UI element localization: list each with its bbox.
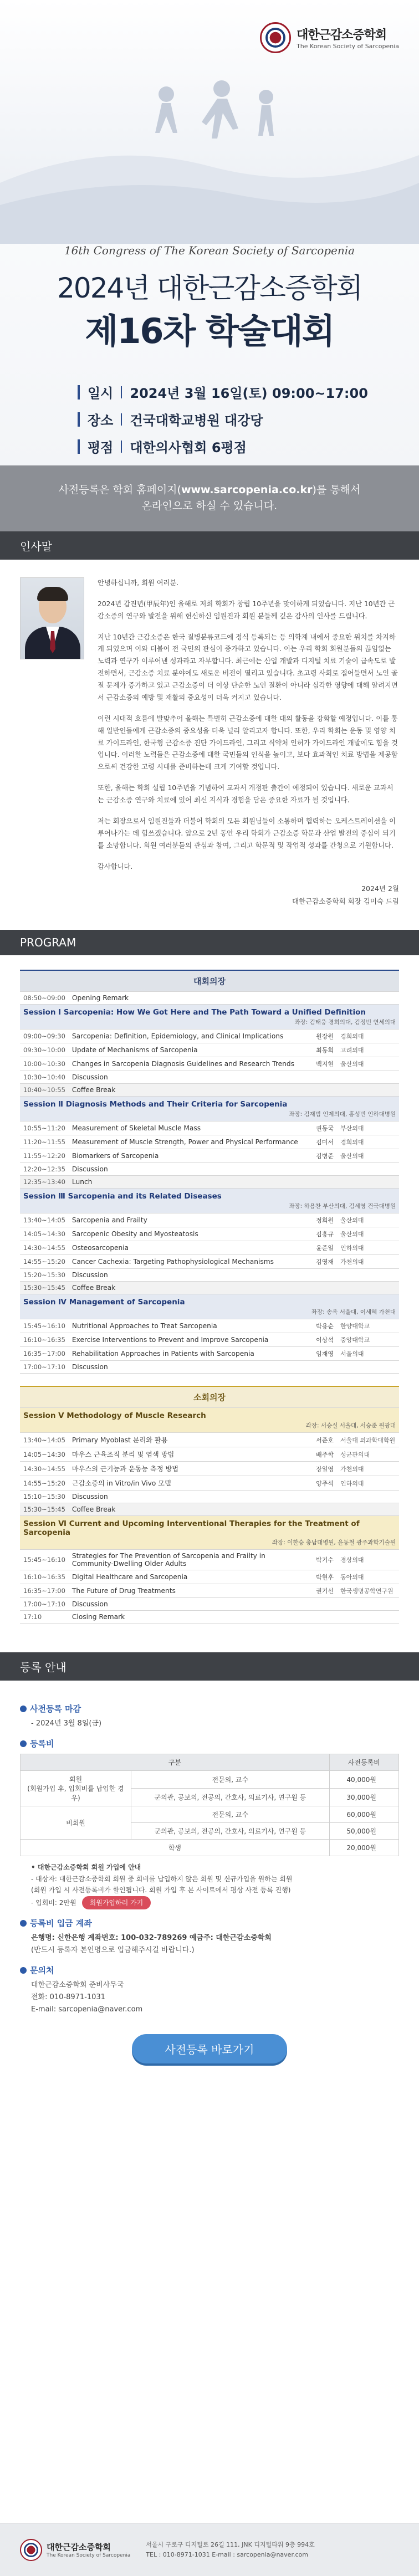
main-title-line2: 제16차 학술대회 bbox=[85, 311, 334, 351]
greeting-signature: 2024년 2월 대한근감소증학회 회장 김미숙 드림 bbox=[292, 884, 399, 905]
table-row: 군의관, 공보의, 전공의, 간호사, 의료기사, 연구원 등 50,000원 bbox=[21, 1823, 399, 1840]
pre-registration-button[interactable]: 사전등록 바로가기 bbox=[132, 2034, 288, 2063]
event-info-venue: 장소 건국대학교병원 대강당 bbox=[78, 409, 368, 429]
table-row: 10:40~10:55 Coffee Break bbox=[20, 1084, 399, 1097]
account-heading: 등록비 입금 계좌 bbox=[20, 1917, 399, 1929]
congress-english-title: 16th Congress of The Korean Society of Sarcopenia bbox=[64, 244, 355, 257]
society-seal-icon bbox=[260, 22, 291, 53]
hero-section bbox=[0, 0, 419, 465]
bullet-icon bbox=[20, 1920, 27, 1927]
program-table-small-hall bbox=[20, 1386, 399, 1624]
footer bbox=[0, 2523, 419, 2576]
account-line: 은행명: 신한은행 계좌번호: 100-032-789269 예금주: 대한근감소증학회 bbox=[31, 1934, 272, 1943]
main-title-line1: 2024년 대한근감소증학회 bbox=[57, 272, 362, 304]
society-seal-icon bbox=[20, 2539, 42, 2561]
contact-office: 대한근감소증학회 준비사무국 bbox=[31, 1981, 124, 1990]
bullet-icon bbox=[20, 1967, 27, 1974]
table-row: 12:35~13:40 Lunch bbox=[20, 1176, 399, 1189]
header-logo[interactable] bbox=[260, 22, 399, 53]
table-row: 10:00~10:30 Changes in Sarcopenia Diagnosis Guidelines and Research Trends 백지현 울산의대 bbox=[20, 1057, 399, 1071]
table-row: 16:10~16:35 Exercise Interventions to Prevent and Improve Sarcopenia 이상석 중앙대학교 bbox=[20, 1333, 399, 1347]
session-chair-row: 좌장: 서승실 서울대, 서승준 원광대 bbox=[20, 1421, 399, 1433]
fee-heading: 등록비 bbox=[20, 1738, 399, 1749]
table-row: 학생 20,000원 bbox=[21, 1840, 399, 1856]
session-row: Session Ⅱ Diagnosis Methods and Their Criteria for Sarcopenia bbox=[20, 1097, 399, 1110]
table-row: 13:40~14:05 Sarcopenia and Frailty 정희원 울산의대 bbox=[20, 1213, 399, 1227]
deadline-heading: 사전등록 마감 bbox=[20, 1703, 399, 1714]
bullet-icon bbox=[20, 1706, 27, 1712]
table-row: 14:30~14:55 Osteosarcopenia 윤준일 인하의대 bbox=[20, 1241, 399, 1255]
table-row: 14:55~15:20 Cancer Cachexia: Targeting Pathophysiological Mechanisms 김영재 가천의대 bbox=[20, 1255, 399, 1269]
table-row: 14:30~14:55 마우스의 근기능과 운동능 측정 방법 장일영 가천의대 bbox=[20, 1462, 399, 1476]
table-row: 12:20~12:35 Discussion bbox=[20, 1163, 399, 1176]
table-row: 군의관, 공보의, 전공의, 간호사, 의료기사, 연구원 등 30,000원 bbox=[21, 1789, 399, 1806]
table-row: 17:00~17:10 Discussion bbox=[20, 1598, 399, 1611]
event-info-list bbox=[78, 382, 368, 464]
table-row: 11:20~11:55 Measurement of Muscle Strength, Power and Physical Performance 김미서 경희의대 bbox=[20, 1135, 399, 1149]
session-row: Session Ⅰ Sarcopenia: How We Got Here and The Path Toward a Unified Definition bbox=[20, 1005, 399, 1018]
session-chair-row: 좌장: 김태웅 경희의대, 김정빈 연세의대 bbox=[20, 1018, 399, 1030]
table-row: 15:30~15:45 Coffee Break bbox=[20, 1503, 399, 1516]
registration-section bbox=[0, 1681, 419, 2085]
table-row: 16:35~17:00 The Future of Drug Treatments 권기선 한국생명공학연구원 bbox=[20, 1584, 399, 1598]
hall-title-row: 소회의장 bbox=[20, 1386, 399, 1408]
footer-address: 서울시 구로구 디지털로 26길 111, JNK 디지털타워 9층 994호 TEL : 010-8971-1031 E-mail : sarcopenia@naver.com bbox=[146, 2541, 315, 2558]
program-section bbox=[0, 955, 419, 1652]
table-row: 08:50~09:00 Opening Remark bbox=[20, 992, 399, 1005]
table-row: 16:35~17:00 Rehabilitation Approaches in Patients with Sarcopenia 임재영 서울의대 bbox=[20, 1347, 399, 1361]
table-row: 09:30~10:00 Update of Mechanisms of Sarcopenia 최동희 고려의대 bbox=[20, 1043, 399, 1057]
member-note: • 대한근감소증학회 회원 가입에 안내 - 대상자: 대한근감소증학회 회원 중 회비를 납입하지 않은 회원 및 신규가입을 원하는 회원 (회원 가입 시 사전등록비가 할인됩니다. 회원 가입 후 본 사이트에서 평상 사전 등록 진행) - 입회비: 2만원 회원가입하러 가기 bbox=[20, 1862, 399, 1909]
program-table-main-hall bbox=[20, 970, 399, 1374]
table-row: 10:55~11:20 Measurement of Skeletal Muscle Mass 권동국 부산의대 bbox=[20, 1121, 399, 1135]
session-row: Session Ⅵ Current and Upcoming Interventional Therapies for the Treatment of Sarcopenia bbox=[20, 1516, 399, 1539]
table-row: 13:40~14:05 Primary Myoblast 분리와 활용 서준호 서울대 의과학대학원 bbox=[20, 1433, 399, 1447]
session-chair-row: 좌장: 송욱 서울대, 이세혜 가천대 bbox=[20, 1308, 399, 1319]
homepage-link[interactable]: www.sarcopenia.co.kr bbox=[181, 484, 313, 496]
table-row: 17:10 Closing Remark bbox=[20, 1611, 399, 1624]
session-row: Session Ⅲ Sarcopenia and its Related Diseases bbox=[20, 1189, 399, 1202]
fee-col-category: 구분 bbox=[21, 1754, 330, 1771]
session-chair-row: 좌장: 이한승 충남대병원, 윤동철 광주과학기술원 bbox=[20, 1538, 399, 1550]
event-info-date: 일시 2024년 3월 16일(토) 09:00~17:00 bbox=[78, 382, 368, 402]
table-row: 15:45~16:10 Strategies for The Prevention of Sarcopenia and Frailty in Community-Dwelling Older Adults 박기수 경상의대 bbox=[20, 1550, 399, 1570]
greeting-section bbox=[0, 560, 419, 930]
logo-name-ko: 대한근감소증학회 bbox=[297, 28, 387, 42]
session-chair-row: 좌장: 김재범 인제의대, 홍성빈 인하대병원 bbox=[20, 1110, 399, 1121]
contact-email: E-mail: sarcopenia@naver.com bbox=[31, 2005, 143, 2014]
account-note: (반드시 등록자 본인명으로 입금해주시길 바랍니다.) bbox=[31, 1946, 195, 1955]
bullet-icon bbox=[20, 1740, 27, 1747]
table-row: 15:30~15:45 Coffee Break bbox=[20, 1282, 399, 1294]
table-row: 17:00~17:10 Discussion bbox=[20, 1361, 399, 1374]
table-row: 11:55~12:20 Biomarkers of Sarcopenia 김병준 울산의대 bbox=[20, 1149, 399, 1163]
greeting-header: 인사말 bbox=[0, 531, 419, 560]
table-row: 15:20~15:30 Discussion bbox=[20, 1269, 399, 1282]
table-row: 14:05~14:30 Sarcopenic Obesity and Myosteatosis 김홍규 울산의대 bbox=[20, 1227, 399, 1241]
session-row: Session Ⅴ Methodology of Muscle Research bbox=[20, 1408, 399, 1422]
logo-name-en: The Korean Society of Sarcopenia bbox=[297, 43, 399, 50]
session-row: Session Ⅳ Management of Sarcopenia bbox=[20, 1294, 399, 1308]
fee-table bbox=[20, 1754, 399, 1856]
table-row: 09:00~09:30 Sarcopenia: Definition, Epidemiology, and Clinical Implications 원장원 경희의대 bbox=[20, 1030, 399, 1043]
fee-col-amount: 사전등록비 bbox=[329, 1754, 398, 1771]
hall-title-row: 대회의장 bbox=[20, 970, 399, 992]
table-row: 10:30~10:40 Discussion bbox=[20, 1071, 399, 1084]
deadline-value: - 2024년 3월 8일(금) bbox=[31, 1719, 102, 1728]
table-row: 회원 (회원가입 후, 입회비를 납입한 경우) 전문의, 교수 40,000원 bbox=[21, 1771, 399, 1789]
table-row: 비회원 전문의, 교수 60,000원 bbox=[21, 1806, 399, 1823]
table-row: 14:55~15:20 근감소증의 in Vitro/in Vivo 모델 양주석 인하의대 bbox=[20, 1476, 399, 1491]
contact-heading: 문의처 bbox=[20, 1964, 399, 1976]
table-row: 15:45~16:10 Nutritional Approaches to Treat Sarcopenia 박용순 한양대학교 bbox=[20, 1319, 399, 1333]
table-row: 15:10~15:30 Discussion bbox=[20, 1491, 399, 1503]
session-chair-row: 좌장: 하용찬 부산의대, 김세영 건국대병원 bbox=[20, 1202, 399, 1213]
contact-phone: 전화: 010-8971-1031 bbox=[31, 1993, 105, 2002]
registration-header: 등록 안내 bbox=[0, 1652, 419, 1681]
footer-logo[interactable]: 대한근감소증학회 The Korean Society of Sarcopenia bbox=[20, 2539, 130, 2561]
registration-banner: 사전등록은 학회 홈페이지(www.sarcopenia.co.kr)를 통해서 온라인으로 하실 수 있습니다. bbox=[0, 465, 419, 531]
table-row: 16:10~16:35 Digital Healthcare and Sarcopenia 박현후 동아의대 bbox=[20, 1570, 399, 1584]
table-row: 14:05~14:30 마우스 근육조직 분리 및 염색 방법 배주학 성균관의대 bbox=[20, 1447, 399, 1462]
president-photo bbox=[20, 577, 84, 659]
join-member-button[interactable]: 회원가입하러 가기 bbox=[82, 1896, 151, 1909]
event-info-credits: 평점 대한의사협회 6평점 bbox=[78, 437, 368, 456]
greeting-text: 안녕하십니까, 회원 여러분. 2024년 갑진년(甲辰年)인 올해로 저희 학회가 창립 10주년을 맞이하게 되었습니다. 지난 10년간 근감소증의 연구와 발전을 위해 헌신하신 임원진과 회원 분들께 깊은 감사의 인사를 드립니다. 지난 10년간 근감소증은 한국 질병분류코드에 정식 등록되는 등 의학계 내에서 중요한 위치를 차지하게 되었으며 이와 더불어 전 국민의 관심이 증가하고 있습니다. 이는 우리 학회 회원분들의 끊임없는 노력과 연구가 이루어낸 성과라고 자부합니다. 최근에는 산업 개발과 디지털 치료 기술이 급속도로 발전하면서, 근감소증 치료 분야에도 새로운 비전이 열리고 있습니다. 초고령 사회로 접어들면서 노인 골절 문제가 증가하고 있고 근감소증이 더 이상 단순한 노인 질환이 아니라 심각한 영향에 대해 알려지면서 근감소증의 예방 및 재활의 중요성이 더욱 커지고 있습니다. 이런 시대적 흐름에 발맞추어 올해는 특별히 근감소증에 대한 대의 활동을 강화할 예정입니다. 이를 통해 일반인들에게 근감소증의 중요성을 더욱 널리 알리고자 합니다. 또한, 우리 학회는 운동 및 영양 치료 가이드라인, 한국형 근감소증 진단 가이드라인, 그리고 식약처 인허가 가이드라인 개발에도 힘을 것입니다. 이러한 노력들은 근감소증에 대한 국민들의 인식을 높이고, 보다 효과적인 치료 방법을 제공함으로써 건강한 고령 시대를 준비하는데 크게 기여할 것입니다. 또한, 올해는 학회 설립 10주년을 기념하여 교과서 개정판 출간이 예정되어 있습니다. 새로운 교과서는 근감소증 연구와 치료에 있어 최신 지식과 경험을 담은 중요한 자료가 될 것입니다. 저는 회장으로서 임원진들과 더불어 학회의 모든 회원님들이 소통하며 협력하는 오케스트레이션을 이루어나가는 데 힘쓰겠습니다. 앞으로 2년 동안 우리 학회가 근감소증 학문과 산업 발전의 중심이 되기를 소망합니다. 회원 여러분들의 관심과 참여, 그리고 학문적 및 작업적 성과를 간청으로 기원합니다. 감사합니다. 2024년 2월 대한근감소증학회 회장 김미숙 드림 bbox=[98, 577, 399, 908]
program-header: PROGRAM bbox=[0, 930, 419, 955]
